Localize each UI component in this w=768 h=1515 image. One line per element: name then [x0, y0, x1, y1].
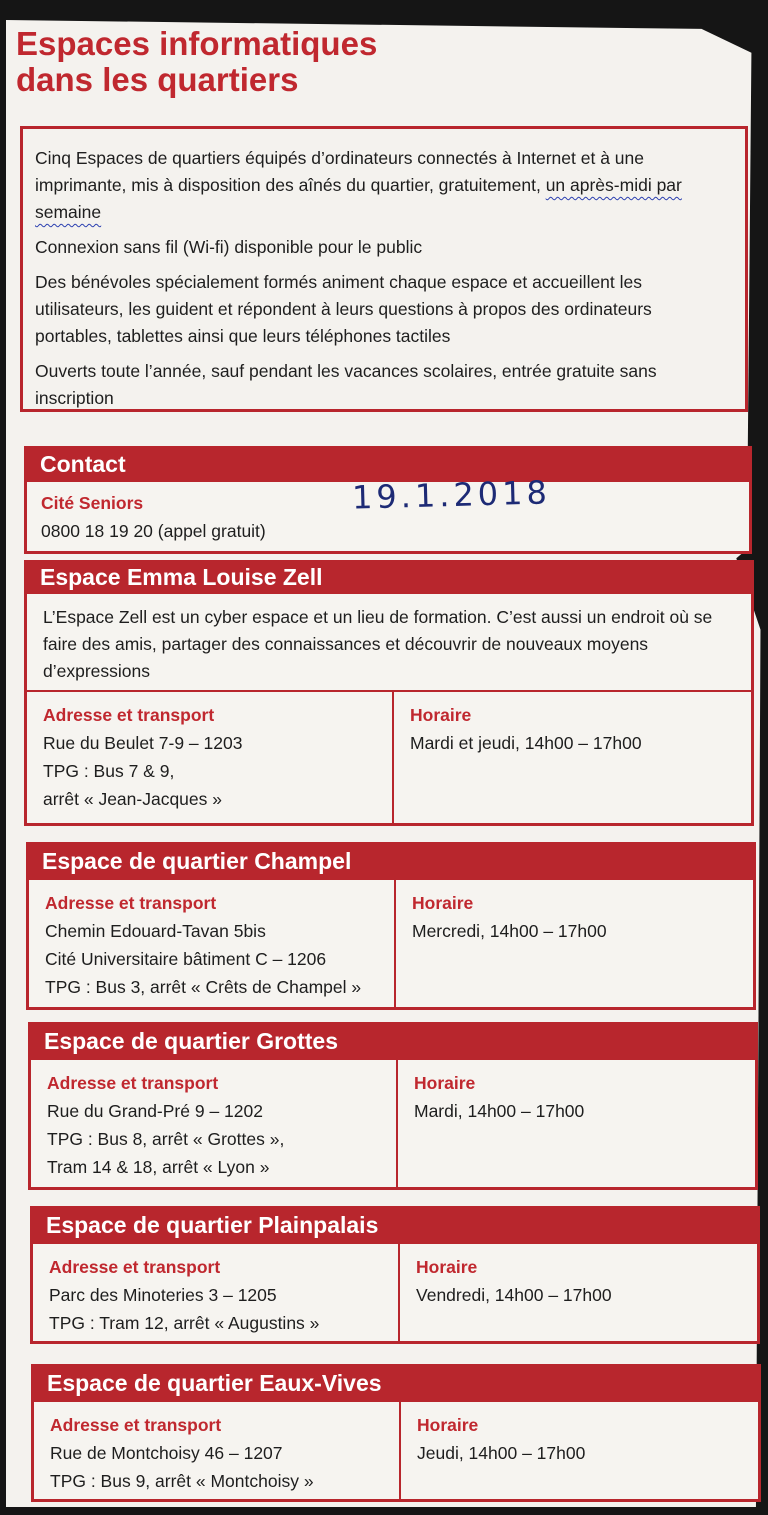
space-emma-louise-zell: [24, 560, 754, 826]
space-grottes: [28, 1022, 758, 1190]
address-line: Rue du Beulet 7-9 – 1203: [43, 733, 243, 753]
hours-label: Horaire: [412, 893, 474, 913]
space-name: Espace de quartier Plainpalais: [30, 1206, 760, 1244]
title-line-1: Espaces informatiques: [16, 25, 378, 62]
title-line-2: dans les quartiers: [16, 61, 299, 98]
address-line: TPG : Tram 12, arrêt « Augustins »: [49, 1313, 320, 1333]
handwritten-date: 19.1.2018: [351, 473, 552, 517]
contact-phone: 0800 18 19 20 (appel gratuit): [41, 521, 266, 541]
intro-paragraph-3: Des bénévoles spécialement formés animent chaque espace et accueillent les utilisateurs, les guident et répondent à leurs questions à propos des ordinateurs portables, tablettes ainsi que leurs téléphones tactiles: [35, 272, 652, 346]
space-name: Espace Emma Louise Zell: [24, 560, 754, 594]
intro-paragraph-2: Connexion sans fil (Wi-fi) disponible pour le public: [35, 237, 423, 257]
space-plainpalais: [30, 1206, 760, 1344]
contact-heading: Contact: [24, 446, 752, 482]
intro-text-1b-underlined: un après-midi par semaine: [35, 175, 682, 222]
space-name: Espace de quartier Eaux-Vives: [31, 1364, 761, 1402]
space-name: Espace de quartier Grottes: [28, 1022, 758, 1060]
address-label: Adresse et transport: [45, 893, 217, 913]
address-label: Adresse et transport: [43, 705, 215, 725]
hours-value: Jeudi, 14h00 – 17h00: [417, 1443, 586, 1463]
address-line: TPG : Bus 3, arrêt « Crêts de Champel »: [45, 977, 362, 997]
address-label: Adresse et transport: [49, 1257, 221, 1277]
intro-box: [20, 126, 748, 412]
intro-text-1a: Cinq Espaces de quartiers équipés d’ordinateurs connectés à Internet et à une imprimante, mis à disposition des aînés du quartier, gratuitement,: [35, 148, 644, 195]
hours-value: Mardi et jeudi, 14h00 – 17h00: [410, 733, 642, 753]
address-line: TPG : Bus 7 & 9,: [43, 761, 175, 781]
intro-paragraph-4: Ouverts toute l’année, sauf pendant les vacances scolaires, entrée gratuite sans inscription: [35, 361, 657, 408]
address-line: arrêt « Jean-Jacques »: [43, 789, 222, 809]
address-label: Adresse et transport: [47, 1073, 219, 1093]
address-line: Parc des Minoteries 3 – 1205: [49, 1285, 277, 1305]
address-line: Chemin Edouard-Tavan 5bis: [45, 921, 266, 941]
hours-value: Vendredi, 14h00 – 17h00: [416, 1285, 612, 1305]
address-line: Rue du Grand-Pré 9 – 1202: [47, 1101, 263, 1121]
hours-value: Mardi, 14h00 – 17h00: [414, 1101, 585, 1121]
hours-label: Horaire: [410, 705, 472, 725]
hours-label: Horaire: [414, 1073, 476, 1093]
address-line: Rue de Montchoisy 46 – 1207: [50, 1443, 283, 1463]
space-name: Espace de quartier Champel: [26, 842, 756, 880]
space-description: L’Espace Zell est un cyber espace et un lieu de formation. C’est aussi un endroit où se faire des amis, partager des connaissances et découvrir de nouveaux moyens d’expressions: [27, 594, 751, 692]
intro-paragraph-1: [35, 145, 731, 226]
hours-value: Mercredi, 14h00 – 17h00: [412, 921, 607, 941]
hours-label: Horaire: [416, 1257, 478, 1277]
address-line: TPG : Bus 9, arrêt « Montchoisy »: [50, 1471, 314, 1491]
space-eaux-vives: [31, 1364, 761, 1502]
space-champel: [26, 842, 756, 1010]
address-line: Tram 14 & 18, arrêt « Lyon »: [47, 1157, 270, 1177]
address-label: Adresse et transport: [50, 1415, 222, 1435]
page-title: [16, 26, 377, 98]
hours-label: Horaire: [417, 1415, 479, 1435]
address-line: TPG : Bus 8, arrêt « Grottes »,: [47, 1129, 285, 1149]
contact-org: Cité Seniors: [41, 493, 144, 513]
address-line: Cité Universitaire bâtiment C – 1206: [45, 949, 327, 969]
